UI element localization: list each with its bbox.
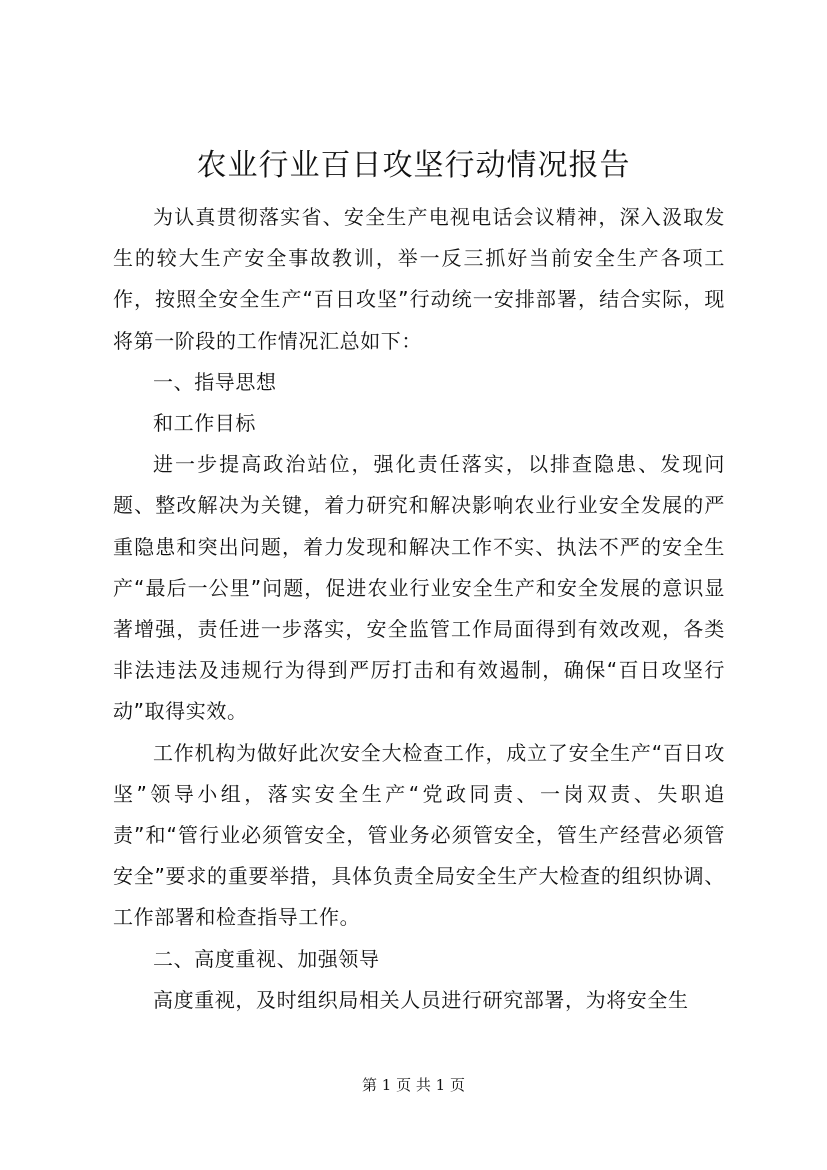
paragraph-work-organization: 工作机构为做好此次安全大检查工作，成立了安全生产“百日攻坚”领导小组，落实安全生产“党政同责、一岗双责、失职追责”和“管行业必须管安全，管业务必须管安全，管生产经营必须管安全”要求的重要举措，具体负责全局安全生产大检查的组织协调、工作部署和检查指导工作。 bbox=[113, 740, 725, 930]
paragraph-attention: 高度重视，及时组织局相关人员进行研究部署，为将安全生 bbox=[153, 987, 689, 1012]
heading-work-goals: 和工作目标 bbox=[153, 411, 256, 436]
document-body bbox=[113, 197, 725, 1021]
paragraph-intro: 为认真贯彻落实省、安全生产电视电话会议精神，深入汲取发生的较大生产安全事故教训，举一反三抓好当前安全生产各项工作，按照全安全生产“百日攻坚”行动统一安排部署，结合实际，现将第一阶段的工作情况汇总如下： bbox=[113, 205, 725, 353]
page-footer: 第 1 页 共 1 页 bbox=[362, 1076, 465, 1094]
heading-attention-leadership: 二、高度重视、加强领导 bbox=[153, 946, 380, 971]
paragraph-goals: 进一步提高政治站位，强化责任落实，以排查隐患、发现问题、整改解决为关键，着力研究和解决影响农业行业安全发展的严重隐患和突出问题，着力发现和解决工作不实、执法不严的安全生产“最后一公里”问题，促进农业行业安全生产和安全发展的意识显著增强，责任进一步落实，安全监管工作局面得到有效改观，各类非法违法及违规行为得到严厉打击和有效遏制，确保“百日攻坚行动”取得实效。 bbox=[113, 452, 725, 724]
heading-guiding-ideology: 一、指导思想 bbox=[153, 369, 277, 394]
document-title: 农业行业百日攻坚行动情况报告 bbox=[196, 148, 631, 183]
